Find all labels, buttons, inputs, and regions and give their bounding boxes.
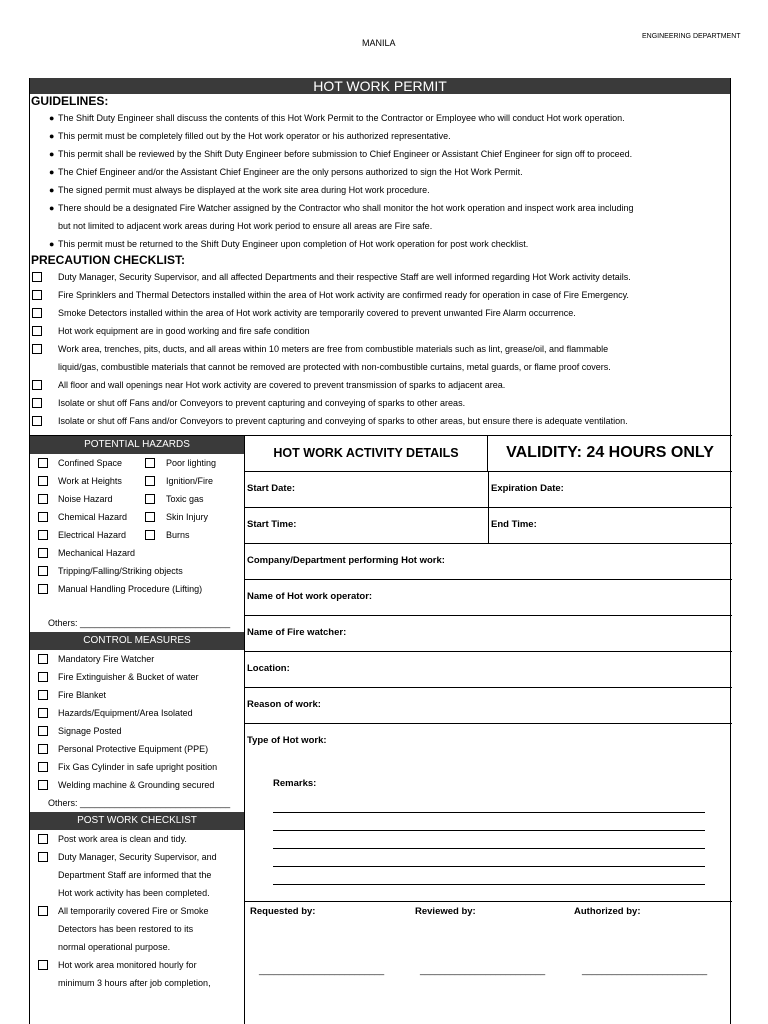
checkbox[interactable] bbox=[38, 530, 48, 540]
hot-work-permit-form bbox=[29, 78, 731, 1024]
right-column bbox=[245, 436, 732, 1024]
reviewed-by-label: Reviewed by: bbox=[415, 906, 476, 917]
checkbox[interactable] bbox=[38, 906, 48, 916]
potential-hazards-heading: POTENTIAL HAZARDS bbox=[30, 436, 244, 454]
checkbox[interactable] bbox=[145, 494, 155, 504]
company-field[interactable]: Company/Department performing Hot work: bbox=[245, 544, 732, 580]
precaution-item: All floor and wall openings near Hot work activity are covered to prevent transmission of sparks to adjacent area. bbox=[30, 376, 730, 394]
end-time-field[interactable]: End Time: bbox=[488, 508, 731, 544]
checkbox[interactable] bbox=[38, 960, 48, 970]
operator-field[interactable]: Name of Hot work operator: bbox=[245, 580, 732, 616]
left-column bbox=[30, 436, 245, 1024]
precaution-continuation: liquid/gas, combustible materials that cannot be removed are protected with non-combustible curtains, metal guards, or flame proof covers. bbox=[58, 362, 611, 372]
guideline-item: ● The Chief Engineer and/or the Assistant Chief Engineer are the only persons authorized to sign the Hot Work Permit. bbox=[30, 163, 730, 181]
checkbox[interactable] bbox=[38, 762, 48, 772]
fire-watcher-field[interactable]: Name of Fire watcher: bbox=[245, 616, 732, 652]
post-work-line: Detectors has been restored to its bbox=[58, 924, 194, 934]
guideline-item: ● This permit must be returned to the Shift Duty Engineer upon completion of Hot work operation for post work checklist. bbox=[30, 235, 730, 253]
activity-details-heading: HOT WORK ACTIVITY DETAILS bbox=[245, 436, 488, 472]
checkbox[interactable] bbox=[38, 548, 48, 558]
post-work-line: Post work area is clean and tidy. bbox=[30, 830, 244, 848]
date-row bbox=[245, 472, 732, 508]
checkbox[interactable] bbox=[32, 416, 42, 426]
time-row bbox=[245, 508, 732, 544]
bullet-icon: ● bbox=[49, 131, 55, 141]
reviewed-by-signature-line[interactable]: _________________________ bbox=[420, 965, 546, 975]
signature-area bbox=[245, 901, 732, 1024]
post-work-line: Hot work activity has been completed. bbox=[58, 888, 210, 898]
remarks-line[interactable] bbox=[273, 830, 705, 831]
details-header bbox=[245, 436, 732, 472]
bullet-icon: ● bbox=[49, 239, 55, 249]
precaution-section bbox=[30, 253, 730, 430]
control-list bbox=[30, 650, 244, 794]
checkbox[interactable] bbox=[38, 852, 48, 862]
reason-field[interactable]: Reason of work: bbox=[245, 688, 732, 724]
hazard-row: Tripping/Falling/Striking objects bbox=[30, 562, 245, 580]
precaution-item: Fire Sprinklers and Thermal Detectors installed within the area of Hot work activity are confirmed ready for operation in case of Fire Emergency. bbox=[30, 286, 730, 304]
checkbox[interactable] bbox=[38, 494, 48, 504]
checkbox[interactable] bbox=[32, 308, 42, 318]
checkbox[interactable] bbox=[145, 458, 155, 468]
control-item: Personal Protective Equipment (PPE) bbox=[30, 740, 244, 758]
bullet-icon: ● bbox=[49, 203, 55, 213]
guideline-continuation: but not limited to adjacent work areas during Hot work period to ensure all areas are Fire safe. bbox=[58, 221, 433, 231]
post-work-line: Hot work area monitored hourly for bbox=[30, 956, 244, 974]
remarks-line[interactable] bbox=[273, 884, 705, 885]
control-item: Fire Extinguisher & Bucket of water bbox=[30, 668, 244, 686]
post-work-line: normal operational purpose. bbox=[58, 942, 171, 952]
remarks-line[interactable] bbox=[273, 866, 705, 867]
guideline-item: ● This permit must be completely filled out by the Hot work operator or his authorized representative. bbox=[30, 127, 730, 145]
post-work-line: Duty Manager, Security Supervisor, and bbox=[30, 848, 244, 866]
post-work-line: All temporarily covered Fire or Smoke bbox=[30, 902, 244, 920]
control-item: Fix Gas Cylinder in safe upright position bbox=[30, 758, 244, 776]
hazard-row: Electrical Hazard Burns bbox=[30, 526, 245, 544]
control-item: Fire Blanket bbox=[30, 686, 244, 704]
location-field[interactable]: Location: bbox=[245, 652, 732, 688]
control-item: Hazards/Equipment/Area Isolated bbox=[30, 704, 244, 722]
hazard-row: Mechanical Hazard bbox=[30, 544, 245, 562]
checkbox[interactable] bbox=[32, 290, 42, 300]
remarks-line[interactable] bbox=[273, 812, 705, 813]
header-city: MANILA bbox=[362, 38, 396, 48]
control-measures-heading: CONTROL MEASURES bbox=[30, 632, 244, 650]
start-date-field[interactable]: Start Date: bbox=[247, 483, 296, 494]
checkbox[interactable] bbox=[38, 458, 48, 468]
bullet-icon: ● bbox=[49, 113, 55, 123]
hazards-others[interactable]: Others: ______________________________ bbox=[48, 618, 231, 628]
hazard-row: Confined Space Poor lighting bbox=[30, 454, 245, 472]
checkbox[interactable] bbox=[32, 326, 42, 336]
checkbox[interactable] bbox=[32, 272, 42, 282]
post-work-line: Department Staff are informed that the bbox=[58, 870, 212, 880]
control-others[interactable]: Others: ______________________________ bbox=[48, 798, 231, 808]
validity-heading: VALIDITY: 24 HOURS ONLY bbox=[506, 444, 714, 461]
hazard-row: Noise Hazard Toxic gas bbox=[30, 490, 245, 508]
expiration-date-field[interactable]: Expiration Date: bbox=[488, 472, 731, 508]
checkbox[interactable] bbox=[38, 566, 48, 576]
header-department: ENGINEERING DEPARTMENT bbox=[642, 33, 741, 40]
control-item: Signage Posted bbox=[30, 722, 244, 740]
post-work-heading: POST WORK CHECKLIST bbox=[30, 812, 244, 830]
precaution-item: Hot work equipment are in good working and fire safe condition bbox=[30, 322, 730, 340]
checkbox[interactable] bbox=[38, 726, 48, 736]
checkbox[interactable] bbox=[38, 744, 48, 754]
checkbox[interactable] bbox=[38, 584, 48, 594]
requested-by-label: Requested by: bbox=[250, 906, 316, 917]
permit-title: HOT WORK PERMIT bbox=[30, 78, 730, 94]
checkbox[interactable] bbox=[38, 512, 48, 522]
precaution-item: Work area, trenches, pits, ducts, and all areas within 10 meters are free from combustible materials such as lint, grease/oil, and flammable bbox=[30, 340, 730, 358]
guideline-item: ● The signed permit must always be displayed at the work site area during Hot work procedure. bbox=[30, 181, 730, 199]
bullet-icon: ● bbox=[49, 149, 55, 159]
checkbox[interactable] bbox=[38, 780, 48, 790]
precaution-item: Isolate or shut off Fans and/or Conveyors to prevent capturing and conveying of sparks to other areas, but ensure there is adequate ventilation. bbox=[30, 412, 730, 430]
precaution-item: Duty Manager, Security Supervisor, and all affected Departments and their respective Staff are well informed regarding Hot Work activity details. bbox=[30, 268, 730, 286]
guideline-item: ● This permit shall be reviewed by the Shift Duty Engineer before submission to Chief Engineer or Assistant Chief Engineer for sign off to proceed. bbox=[30, 145, 730, 163]
precaution-item: Isolate or shut off Fans and/or Conveyors to prevent capturing and conveying of sparks to other areas. bbox=[30, 394, 730, 412]
authorized-by-signature-line[interactable]: _________________________ bbox=[582, 965, 708, 975]
guideline-item: ● The Shift Duty Engineer shall discuss the contents of this Hot Work Permit to the Contractor or Employee who will conduct Hot work operation. bbox=[30, 109, 730, 127]
hazard-row: Chemical Hazard Skin Injury bbox=[30, 508, 245, 526]
checkbox[interactable] bbox=[38, 708, 48, 718]
checkbox[interactable] bbox=[145, 512, 155, 522]
checkbox[interactable] bbox=[32, 398, 42, 408]
hazard-row: Work at Heights Ignition/Fire bbox=[30, 472, 245, 490]
post-work-line: minimum 3 hours after job completion, bbox=[58, 978, 211, 988]
type-field[interactable]: Type of Hot work: bbox=[247, 735, 327, 746]
control-item: Mandatory Fire Watcher bbox=[30, 650, 244, 668]
precaution-heading: PRECAUTION CHECKLIST: bbox=[31, 253, 186, 267]
checkbox[interactable] bbox=[38, 690, 48, 700]
bullet-icon: ● bbox=[49, 167, 55, 177]
post-work-list bbox=[30, 830, 244, 992]
checkbox[interactable] bbox=[145, 476, 155, 486]
guideline-item: ● There should be a designated Fire Watcher assigned by the Contractor who shall monitor the hot work operation and inspect work area including bbox=[30, 199, 730, 217]
checkbox[interactable] bbox=[38, 834, 48, 844]
precaution-item: Smoke Detectors installed within the area of Hot work activity are temporarily covered to prevent unwanted Fire Alarm occurrence. bbox=[30, 304, 730, 322]
requested-by-signature-line[interactable]: _________________________ bbox=[259, 965, 385, 975]
checkbox[interactable] bbox=[38, 672, 48, 682]
remarks-line[interactable] bbox=[273, 848, 705, 849]
checkbox[interactable] bbox=[38, 476, 48, 486]
checkbox[interactable] bbox=[145, 530, 155, 540]
remarks-label: Remarks: bbox=[273, 778, 317, 789]
start-time-field[interactable]: Start Time: bbox=[247, 519, 297, 530]
lower-section bbox=[30, 435, 732, 1024]
authorized-by-label: Authorized by: bbox=[574, 906, 641, 917]
checkbox[interactable] bbox=[38, 654, 48, 664]
control-item: Welding machine & Grounding secured bbox=[30, 776, 244, 794]
checkbox[interactable] bbox=[32, 380, 42, 390]
checkbox[interactable] bbox=[32, 344, 42, 354]
guidelines-section bbox=[30, 94, 730, 253]
hazards-list bbox=[30, 454, 244, 614]
hazard-row: Manual Handling Procedure (Lifting) bbox=[30, 580, 245, 598]
bullet-icon: ● bbox=[49, 185, 55, 195]
guidelines-heading: GUIDELINES: bbox=[31, 94, 109, 108]
